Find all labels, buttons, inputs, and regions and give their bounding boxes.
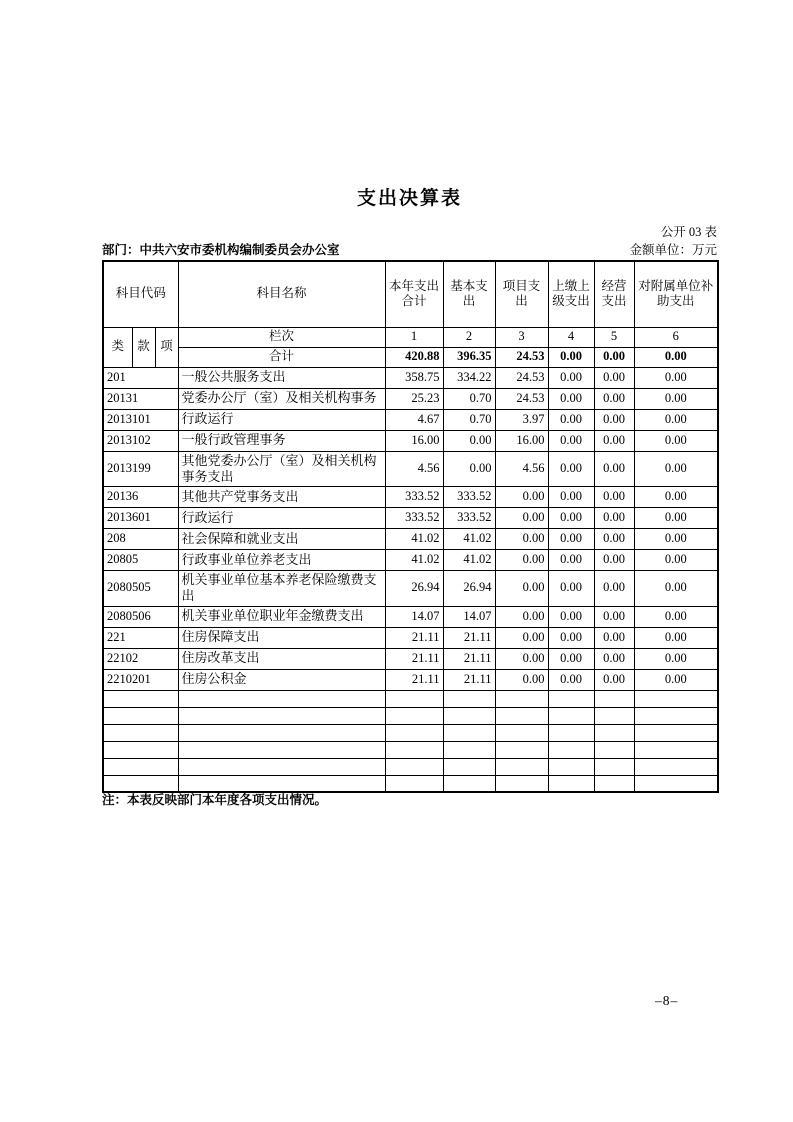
value-cell: 0.00 [634, 669, 718, 690]
value-cell: 0.70 [443, 388, 495, 409]
value-cell [594, 741, 634, 758]
value-cell: 0.70 [443, 409, 495, 430]
value-cell [634, 724, 718, 741]
value-cell: 0.00 [548, 669, 594, 690]
value-cell [548, 707, 594, 724]
name-cell: 住房保障支出 [178, 627, 385, 648]
name-cell [178, 758, 385, 775]
value-cell: 26.94 [385, 571, 443, 607]
value-cell [594, 690, 634, 707]
value-cell: 25.23 [385, 388, 443, 409]
value-cell: 24.53 [495, 367, 548, 388]
value-cell: 41.02 [443, 550, 495, 571]
table-row [103, 487, 718, 508]
code-cell: 20805 [103, 550, 178, 571]
table-body [103, 367, 718, 792]
value-cell: 0.00 [495, 571, 548, 607]
column-header-cell: 本年支出合计 [385, 261, 443, 327]
code-cell: 2080505 [103, 571, 178, 607]
value-cell: 0.00 [594, 451, 634, 487]
value-cell: 0.00 [594, 669, 634, 690]
value-cell: 0.00 [594, 367, 634, 388]
code-cell: 2080506 [103, 606, 178, 627]
value-cell [385, 707, 443, 724]
column-header-cell: 项目支出 [495, 261, 548, 327]
name-cell [178, 707, 385, 724]
total-value-cell: 24.53 [495, 347, 548, 367]
value-cell [548, 690, 594, 707]
value-cell: 0.00 [634, 451, 718, 487]
value-cell: 0.00 [548, 606, 594, 627]
value-cell: 0.00 [548, 367, 594, 388]
value-cell: 333.52 [385, 487, 443, 508]
value-cell: 0.00 [594, 508, 634, 529]
value-cell: 0.00 [548, 648, 594, 669]
name-cell: 行政运行 [178, 409, 385, 430]
value-cell [495, 758, 548, 775]
value-cell: 0.00 [495, 627, 548, 648]
value-cell [495, 741, 548, 758]
value-cell [634, 775, 718, 792]
value-cell [634, 741, 718, 758]
value-cell [548, 758, 594, 775]
value-cell: 4.67 [385, 409, 443, 430]
empty-table-row [103, 690, 718, 707]
total-label-cell: 合计 [178, 347, 385, 367]
name-cell: 机关事业单位职业年金缴费支出 [178, 606, 385, 627]
table-row [103, 388, 718, 409]
code-cell [103, 707, 178, 724]
value-cell: 0.00 [548, 487, 594, 508]
value-cell: 21.11 [385, 627, 443, 648]
value-cell: 0.00 [594, 409, 634, 430]
value-cell [594, 724, 634, 741]
value-cell: 21.11 [385, 648, 443, 669]
value-cell: 0.00 [594, 388, 634, 409]
value-cell [495, 690, 548, 707]
item-subheader-cell: 项 [155, 327, 178, 367]
value-cell: 0.00 [634, 571, 718, 607]
value-cell: 0.00 [634, 487, 718, 508]
name-header-cell: 科目名称 [178, 261, 385, 327]
value-cell: 41.02 [443, 529, 495, 550]
meta-row [102, 240, 717, 258]
value-cell [385, 724, 443, 741]
value-cell: 0.00 [594, 571, 634, 607]
code-cell [103, 741, 178, 758]
value-cell: 0.00 [634, 388, 718, 409]
page-number: –8– [655, 993, 679, 1008]
code-cell: 201 [103, 367, 178, 388]
value-cell: 0.00 [548, 571, 594, 607]
code-cell: 20136 [103, 487, 178, 508]
table-row [103, 571, 718, 607]
value-cell: 0.00 [495, 487, 548, 508]
value-cell: 0.00 [594, 529, 634, 550]
table-row [103, 508, 718, 529]
code-cell [103, 690, 178, 707]
value-cell: 0.00 [594, 487, 634, 508]
value-cell [634, 758, 718, 775]
table-row [103, 430, 718, 451]
code-cell: 2013199 [103, 451, 178, 487]
value-cell: 0.00 [495, 529, 548, 550]
table-row [103, 451, 718, 487]
value-cell [495, 775, 548, 792]
value-cell: 0.00 [548, 430, 594, 451]
value-cell: 0.00 [548, 550, 594, 571]
total-value-cell: 0.00 [634, 347, 718, 367]
column-number-cell: 5 [594, 327, 634, 347]
value-cell: 334.22 [443, 367, 495, 388]
value-cell: 0.00 [594, 648, 634, 669]
value-cell [443, 724, 495, 741]
value-cell: 0.00 [634, 627, 718, 648]
code-cell: 2013601 [103, 508, 178, 529]
value-cell: 0.00 [634, 550, 718, 571]
code-cell [103, 724, 178, 741]
column-number-cell: 4 [548, 327, 594, 347]
value-cell: 41.02 [385, 550, 443, 571]
value-cell: 0.00 [548, 529, 594, 550]
column-header-cell: 基本支出 [443, 261, 495, 327]
value-cell: 0.00 [495, 669, 548, 690]
value-cell: 3.97 [495, 409, 548, 430]
total-value-cell: 0.00 [594, 347, 634, 367]
value-cell: 0.00 [594, 550, 634, 571]
value-cell: 0.00 [443, 451, 495, 487]
empty-table-row [103, 724, 718, 741]
value-cell: 0.00 [495, 550, 548, 571]
column-number-cell: 2 [443, 327, 495, 347]
total-value-cell: 396.35 [443, 347, 495, 367]
value-cell: 0.00 [495, 648, 548, 669]
table-row [103, 529, 718, 550]
value-cell: 14.07 [385, 606, 443, 627]
value-cell [443, 707, 495, 724]
value-cell: 21.11 [443, 627, 495, 648]
code-cell: 22102 [103, 648, 178, 669]
value-cell: 21.11 [443, 669, 495, 690]
value-cell: 0.00 [495, 606, 548, 627]
value-cell [385, 775, 443, 792]
column-number-cell: 3 [495, 327, 548, 347]
value-cell [495, 724, 548, 741]
value-cell: 21.11 [443, 648, 495, 669]
value-cell [594, 707, 634, 724]
value-cell: 333.52 [443, 508, 495, 529]
value-cell: 333.52 [443, 487, 495, 508]
name-cell: 党委办公厅（室）及相关机构事务 [178, 388, 385, 409]
column-header-cell: 对附属单位补助支出 [634, 261, 718, 327]
form-number: 公开 03 表 [660, 225, 717, 239]
empty-table-row [103, 741, 718, 758]
name-cell: 一般公共服务支出 [178, 367, 385, 388]
value-cell [385, 758, 443, 775]
value-cell: 0.00 [634, 409, 718, 430]
table-row [103, 550, 718, 571]
table-note: 注：本表反映部门本年度各项支出情况。 [102, 793, 328, 807]
value-cell: 0.00 [548, 508, 594, 529]
name-cell [178, 724, 385, 741]
value-cell: 4.56 [495, 451, 548, 487]
value-cell: 0.00 [634, 648, 718, 669]
value-cell: 0.00 [548, 627, 594, 648]
value-cell: 26.94 [443, 571, 495, 607]
value-cell: 0.00 [634, 367, 718, 388]
table-row [103, 409, 718, 430]
code-cell [103, 758, 178, 775]
value-cell [495, 707, 548, 724]
name-cell [178, 690, 385, 707]
value-cell [385, 690, 443, 707]
code-cell: 20131 [103, 388, 178, 409]
value-cell [594, 775, 634, 792]
total-value-cell: 420.88 [385, 347, 443, 367]
value-cell: 0.00 [594, 627, 634, 648]
name-cell: 其他党委办公厅（室）及相关机构事务支出 [178, 451, 385, 487]
value-cell [385, 741, 443, 758]
value-cell [548, 775, 594, 792]
value-cell: 0.00 [634, 529, 718, 550]
column-header-cell: 经营支出 [594, 261, 634, 327]
code-cell: 221 [103, 627, 178, 648]
value-cell [443, 758, 495, 775]
value-cell [634, 690, 718, 707]
header-row-main [103, 261, 718, 327]
value-cell [443, 690, 495, 707]
value-cell [548, 724, 594, 741]
name-cell [178, 741, 385, 758]
department-label: 部门：中共六安市委机构编制委员会办公室 [102, 243, 340, 257]
code-header-cell: 科目代码 [103, 261, 178, 327]
table-row [103, 367, 718, 388]
name-cell: 社会保障和就业支出 [178, 529, 385, 550]
column-index-label-cell: 栏次 [178, 327, 385, 347]
value-cell: 0.00 [495, 508, 548, 529]
amount-unit-label: 金额单位：万元 [629, 243, 717, 257]
value-cell: 16.00 [495, 430, 548, 451]
value-cell: 0.00 [634, 508, 718, 529]
code-cell: 2013102 [103, 430, 178, 451]
value-cell: 0.00 [548, 451, 594, 487]
value-cell: 0.00 [634, 606, 718, 627]
table-row [103, 627, 718, 648]
value-cell: 21.11 [385, 669, 443, 690]
total-row [103, 347, 718, 367]
name-cell: 一般行政管理事务 [178, 430, 385, 451]
value-cell: 24.53 [495, 388, 548, 409]
value-cell: 333.52 [385, 508, 443, 529]
name-cell: 行政运行 [178, 508, 385, 529]
name-cell: 行政事业单位养老支出 [178, 550, 385, 571]
table-row [103, 648, 718, 669]
empty-table-row [103, 707, 718, 724]
name-cell: 住房公积金 [178, 669, 385, 690]
table-header [103, 261, 718, 367]
column-number-cell: 6 [634, 327, 718, 347]
table-row [103, 606, 718, 627]
code-cell: 2013101 [103, 409, 178, 430]
value-cell: 0.00 [594, 606, 634, 627]
value-cell: 14.07 [443, 606, 495, 627]
page-title: 支出决算表 [356, 188, 462, 209]
value-cell: 4.56 [385, 451, 443, 487]
value-cell [634, 707, 718, 724]
table-row [103, 669, 718, 690]
value-cell: 0.00 [443, 430, 495, 451]
column-header-cell: 上缴上级支出 [548, 261, 594, 327]
code-cell: 2210201 [103, 669, 178, 690]
value-cell: 0.00 [548, 409, 594, 430]
value-cell [548, 741, 594, 758]
column-number-cell: 1 [385, 327, 443, 347]
code-cell: 208 [103, 529, 178, 550]
value-cell: 0.00 [594, 430, 634, 451]
value-cell [443, 741, 495, 758]
value-cell: 0.00 [548, 388, 594, 409]
total-value-cell: 0.00 [548, 347, 594, 367]
name-cell: 住房改革支出 [178, 648, 385, 669]
value-cell: 358.75 [385, 367, 443, 388]
name-cell: 机关事业单位基本养老保险缴费支出 [178, 571, 385, 607]
value-cell: 16.00 [385, 430, 443, 451]
value-cell [443, 775, 495, 792]
name-cell: 其他共产党事务支出 [178, 487, 385, 508]
class-subheader-cell: 类 [103, 327, 132, 367]
section-subheader-cell: 款 [132, 327, 155, 367]
empty-table-row [103, 758, 718, 775]
value-cell: 41.02 [385, 529, 443, 550]
value-cell: 0.00 [634, 430, 718, 451]
expenditure-table [102, 260, 719, 793]
header-row-sub [103, 327, 718, 347]
value-cell [594, 758, 634, 775]
